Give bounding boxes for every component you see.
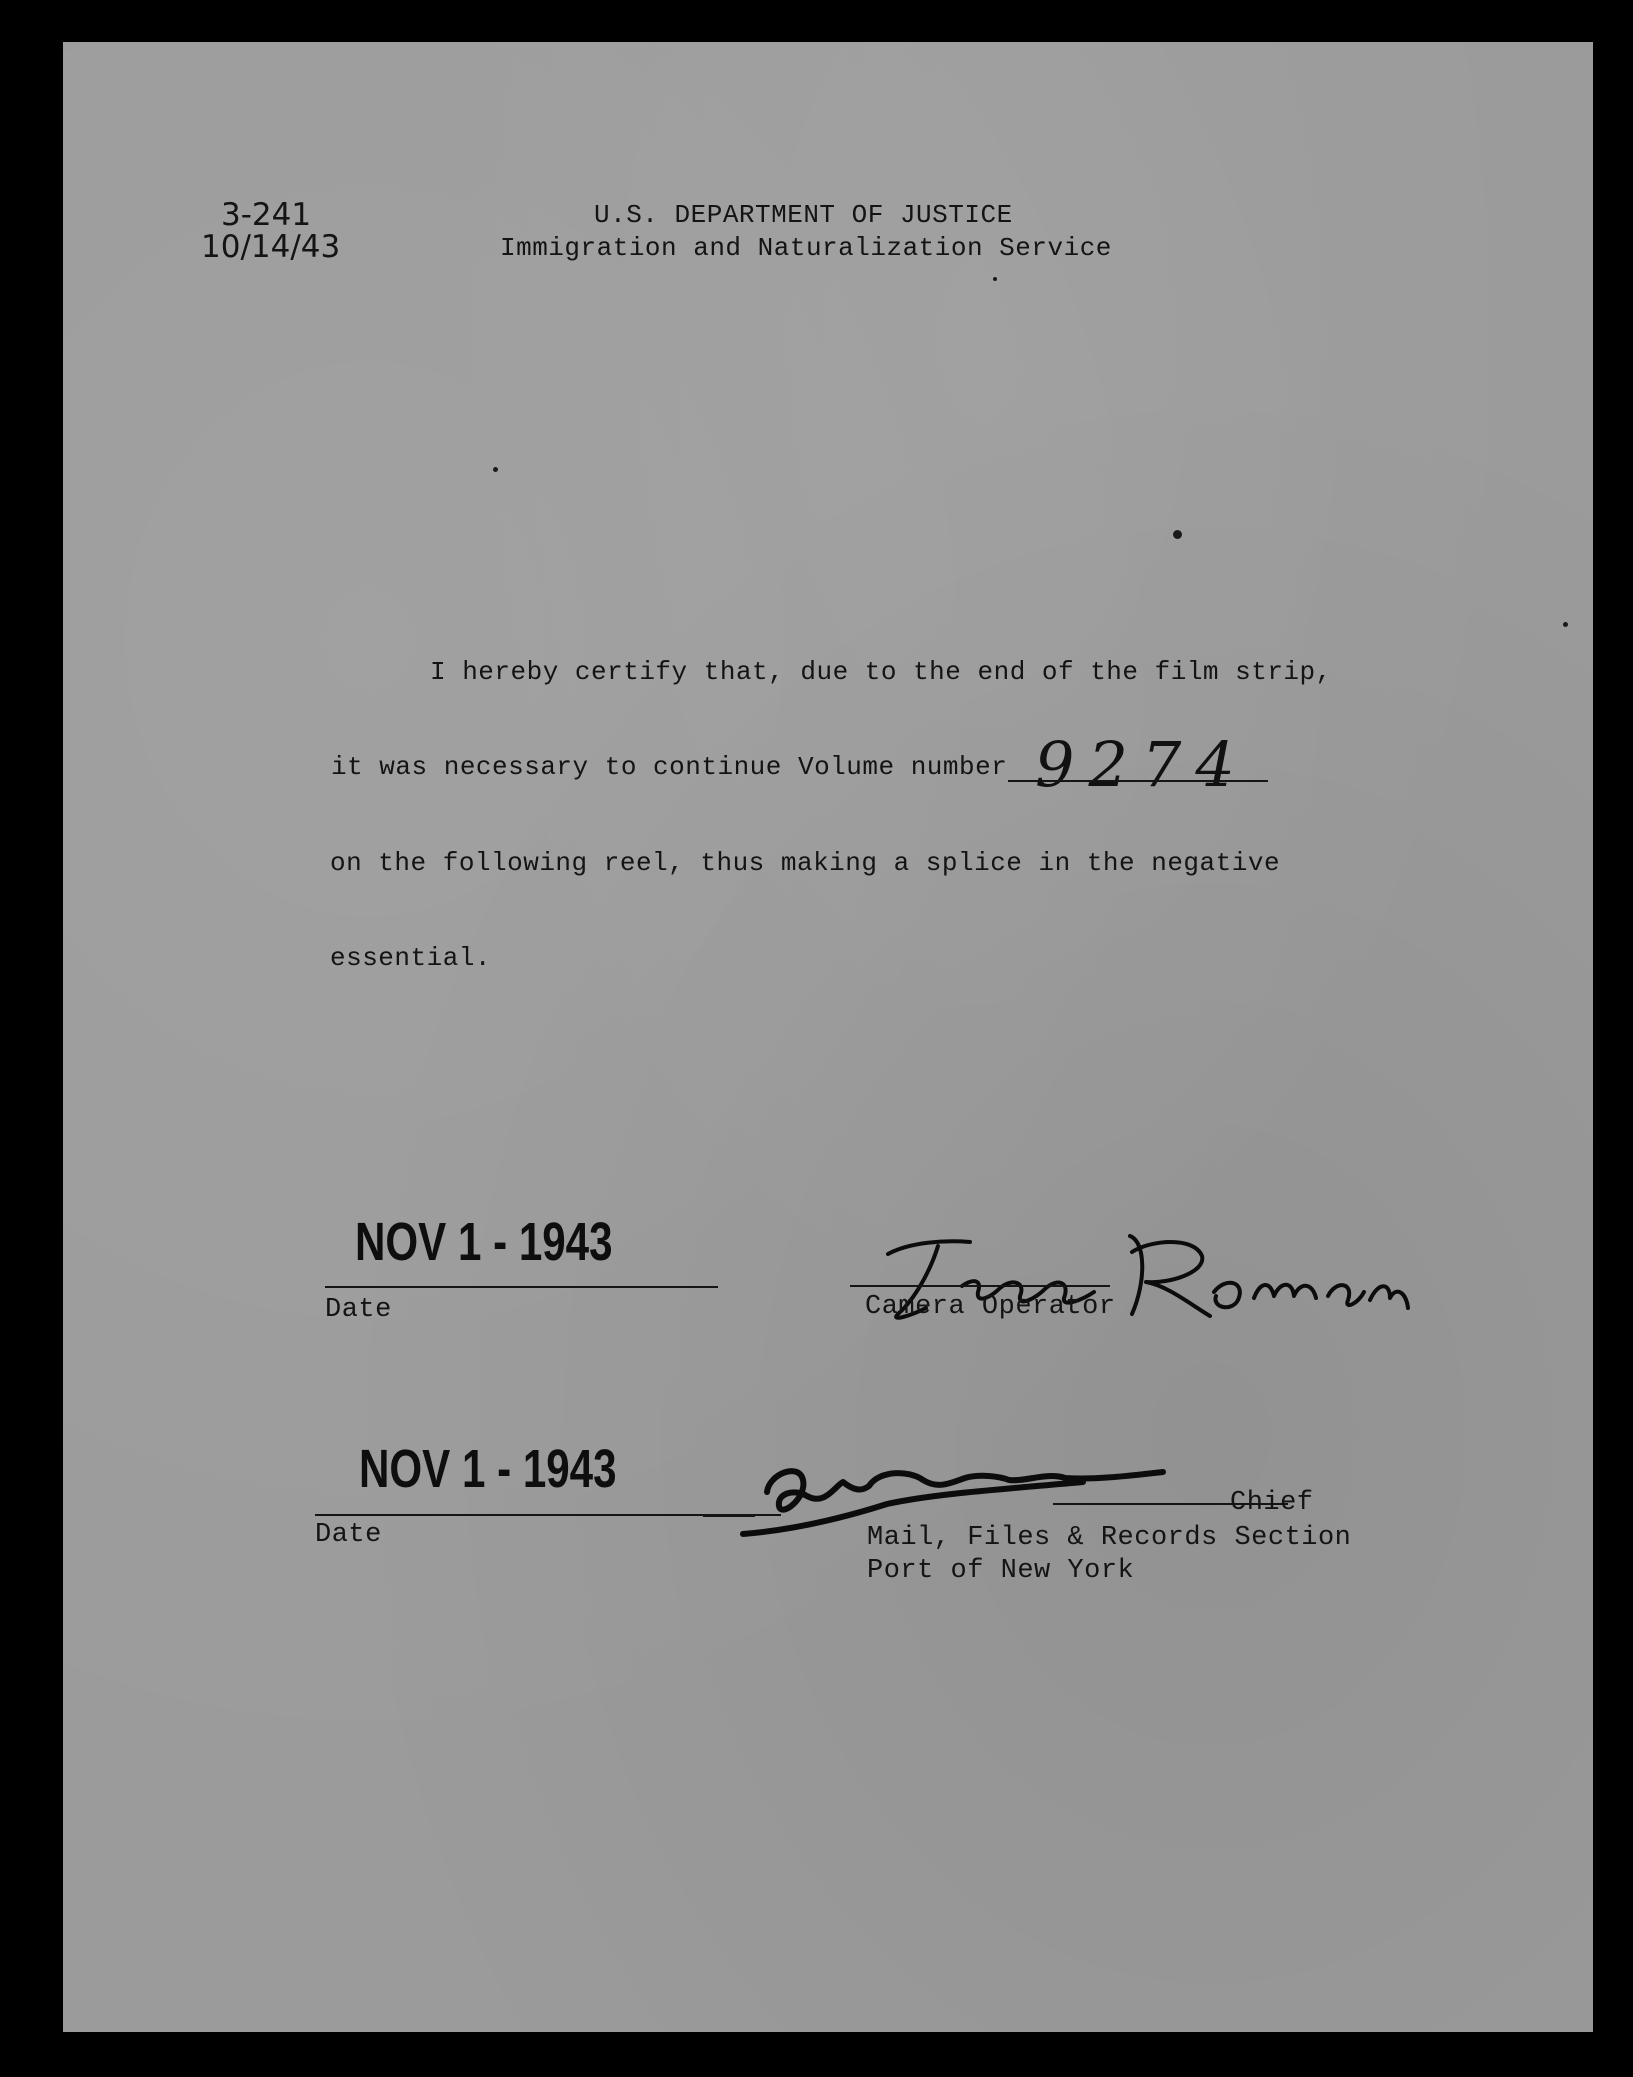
chief-section: Mail, Files & Records Section	[867, 1523, 1352, 1553]
camera-operator-label: Camera Operator	[865, 1292, 1116, 1322]
document-sheet	[63, 42, 1593, 2032]
volume-number-rule	[1008, 780, 1268, 782]
certification-line-3: on the following reel, thus making a splice in the negative	[330, 848, 1281, 878]
camera-date-stamp: NOV 1 - 1943	[355, 1212, 613, 1272]
camera-date-rule	[325, 1286, 718, 1288]
certification-line-4: essential.	[330, 943, 492, 973]
department-heading: U.S. DEPARTMENT OF JUSTICE	[594, 200, 1013, 230]
chief-title: Chief	[1230, 1488, 1314, 1518]
chief-date-stamp: NOV 1 - 1943	[359, 1439, 617, 1499]
certification-line-1: I hereby certify that, due to the end of the film strip,	[430, 657, 1332, 687]
paper-speck	[1563, 622, 1568, 627]
chief-location: Port of New York	[867, 1556, 1135, 1586]
volume-number-handwritten: 9274	[1035, 728, 1249, 801]
certification-line-2: it was necessary to continue Volume number	[331, 752, 1008, 782]
paper-speck	[493, 467, 498, 472]
form-number: 3-241	[221, 197, 312, 233]
paper-speck	[1173, 530, 1182, 539]
service-heading: Immigration and Naturalization Service	[500, 233, 1112, 263]
camera-date-label: Date	[325, 1295, 392, 1325]
form-date: 10/14/43	[201, 229, 341, 265]
paper-speck	[993, 277, 997, 281]
chief-date-label: Date	[315, 1520, 382, 1550]
